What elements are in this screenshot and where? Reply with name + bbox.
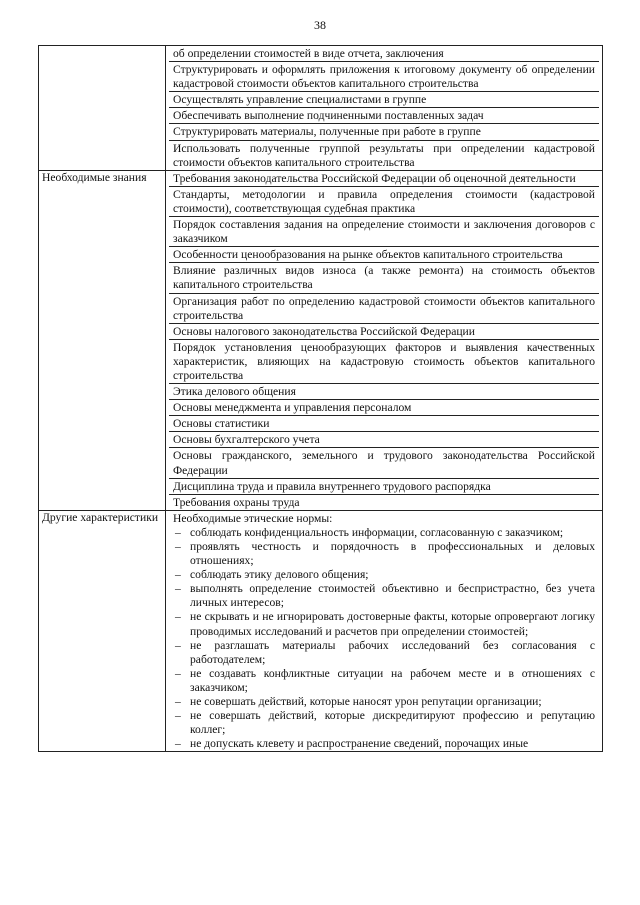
table-row: Влияние различных видов износа (а также ремонта) на стоимость объектов капитального строительства xyxy=(169,263,599,293)
section-content xyxy=(166,46,603,171)
list-item: – проявлять честность и порядочность в профессиональных и деловых отношениях; xyxy=(173,540,595,568)
list-item: – не совершать действий, которые наносят урон репутации организации; xyxy=(173,695,595,709)
table-row: Структурировать материалы, полученные при работе в группе xyxy=(169,124,599,140)
list-item: – соблюдать конфиденциальность информации, согласованную с заказчиком; xyxy=(173,526,595,540)
list-item: – не допускать клевету и распространение сведений, порочащих иные xyxy=(173,737,595,751)
table-row: Основы статистики xyxy=(169,416,599,432)
table-row: Основы бухгалтерского учета xyxy=(169,432,599,448)
table-row: Особенности ценообразования на рынке объектов капитального строительства xyxy=(169,247,599,263)
table-row: Этика делового общения xyxy=(169,384,599,400)
table-row: Дисциплина труда и правила внутреннего трудового распорядка xyxy=(169,479,599,495)
ethics-list xyxy=(169,526,599,752)
list-item: – не разглашать материалы рабочих исследований без согласования с работодателем; xyxy=(173,639,595,667)
page-number: 38 xyxy=(314,18,326,32)
table-row: Структурировать и оформлять приложения к итоговому документу об определении кадастровой стоимости объектов капитального строительства xyxy=(169,62,599,92)
section-content xyxy=(166,170,603,510)
table-row: Стандарты, методологии и правила определения стоимости (кадастровой стоимости), соответствующая судебная практика xyxy=(169,187,599,217)
table-row: об определении стоимостей в виде отчета, заключения xyxy=(169,46,599,62)
table-section-skills xyxy=(39,46,603,171)
ethics-intro: Необходимые этические нормы: xyxy=(173,511,333,525)
table-row: Порядок установления ценообразующих факторов и выявления качественных характеристик, влияющих на кадастровую стоимость объектов капитального строительства xyxy=(169,340,599,384)
section-content xyxy=(166,510,603,752)
list-item: – не создавать конфликтные ситуации на рабочем месте и в отношениях с заказчиком; xyxy=(173,667,595,695)
section-label-knowledge: Необходимые знания xyxy=(39,170,166,510)
table-row: Порядок составления задания на определение стоимости и заключения договоров с заказчиком xyxy=(169,217,599,247)
table-row: Осуществлять управление специалистами в группе xyxy=(169,92,599,108)
section-label xyxy=(39,46,166,171)
section-label-other: Другие характеристики xyxy=(39,510,166,752)
table-row: Требования законодательства Российской Федерации об оценочной деятельности xyxy=(169,171,599,187)
table-row: Обеспечивать выполнение подчиненными поставленных задач xyxy=(169,108,599,124)
table-row: Требования охраны труда xyxy=(173,495,300,509)
table-section-other xyxy=(39,510,603,752)
table-row: Основы налогового законодательства Российской Федерации xyxy=(169,324,599,340)
list-item: – соблюдать этику делового общения; xyxy=(173,568,595,582)
list-item: – не совершать действий, которые дискредитируют профессию и репутацию коллег; xyxy=(173,709,595,737)
qualification-table xyxy=(38,45,603,752)
table-row: Использовать полученные группой результаты при определении кадастровой стоимости объектов капитального строительства xyxy=(173,141,595,169)
table-row: Основы гражданского, земельного и трудового законодательства Российской Федерации xyxy=(169,448,599,478)
list-item: – выполнять определение стоимостей объективно и беспристрастно, без учета личных интересов; xyxy=(173,582,595,610)
table-section-knowledge xyxy=(39,170,603,510)
list-item: – не скрывать и не игнорировать достоверные факты, которые опровергают логику проводимых исследований и расчетов при определении стоимостей; xyxy=(173,610,595,638)
table-row: Основы менеджмента и управления персоналом xyxy=(169,400,599,416)
table-row: Организация работ по определению кадастровой стоимости объектов капитального строительства xyxy=(169,294,599,324)
